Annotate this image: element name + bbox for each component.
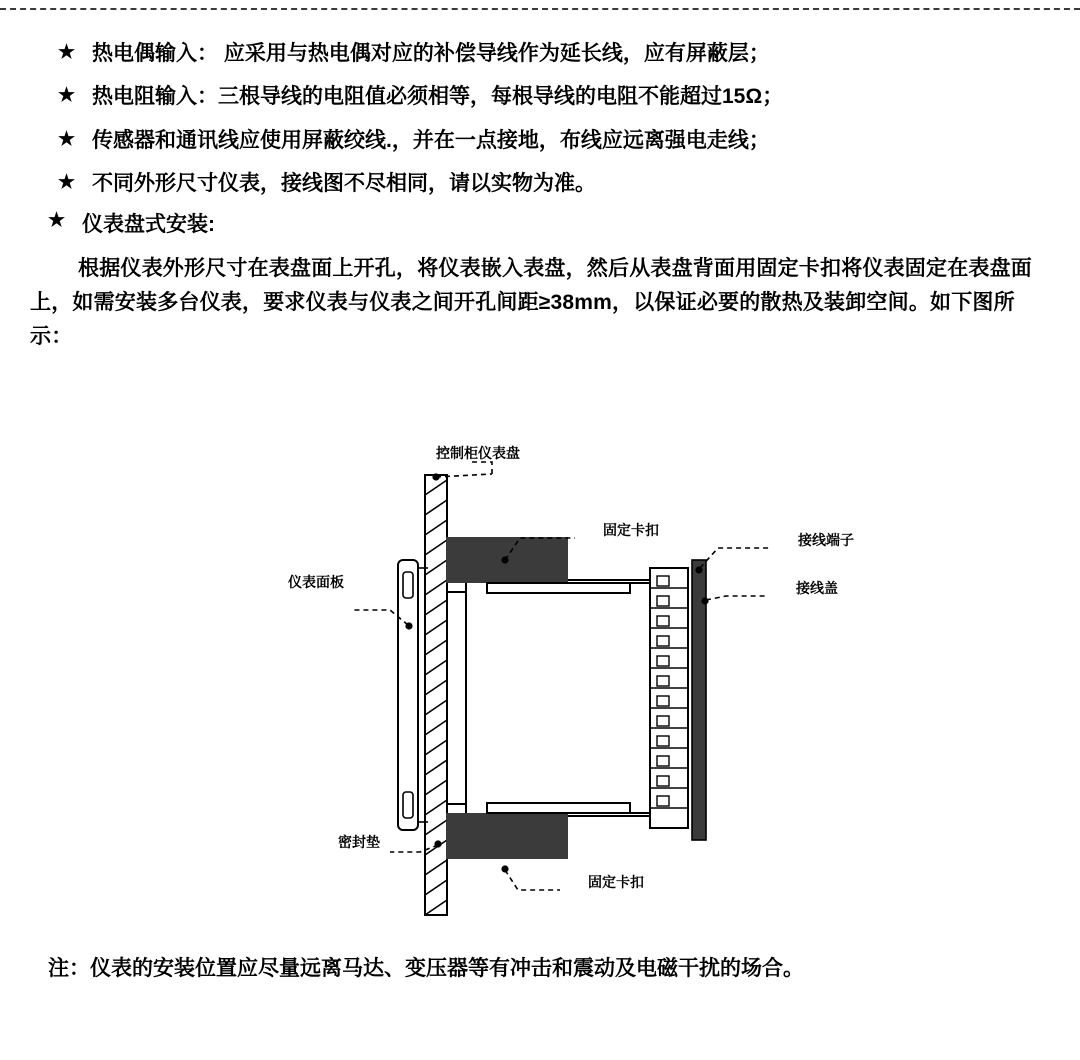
list-item-text: 传感器和通讯线应使用屏蔽绞线.，并在一点接地，布线应远离强电走线； xyxy=(92,128,770,152)
list-item xyxy=(58,83,1048,110)
list-item-text: 不同外形尺寸仪表，接线图不尽相同，请以实物为准。 xyxy=(92,171,596,195)
label-clip-bottom: 固定卡扣 xyxy=(588,874,644,890)
diagram-svg xyxy=(0,420,1080,940)
label-clip-top: 固定卡扣 xyxy=(603,522,659,538)
star-icon: ★ xyxy=(58,85,76,107)
list-item xyxy=(58,40,1048,67)
installation-diagram xyxy=(0,420,1080,940)
label-cabinet-panel: 控制柜仪表盘 xyxy=(436,445,520,461)
list-item xyxy=(58,127,1048,154)
star-icon: ★ xyxy=(48,210,66,231)
star-icon: ★ xyxy=(58,42,76,63)
mounting-clip-bottom xyxy=(447,814,567,858)
list-item-text: 热电阻输入：三根导线的电阻值必须相等，每根导线的电阻不能超过15Ω； xyxy=(92,85,784,109)
label-terminal-cover: 接线盖 xyxy=(796,580,838,596)
bullet-list xyxy=(58,40,1048,213)
label-terminal-block: 接线端子 xyxy=(798,532,854,548)
list-item-text: 热电偶输入： 应采用与热电偶对应的补偿导线作为延长线，应有屏蔽层； xyxy=(92,42,770,65)
section-heading xyxy=(48,208,215,238)
body-paragraph: 根据仪表外形尺寸在表盘面上开孔，将仪表嵌入表盘，然后从表盘背面用固定卡扣将仪表固定在表盘面上，如需安装多台仪表，要求仪表与仪表之间开孔间距≥38mm，以保证必要的散热及装卸空间。如下图所示： xyxy=(30,257,1032,349)
label-meter-face: 仪表面板 xyxy=(288,574,344,590)
star-icon: ★ xyxy=(58,171,76,193)
section-heading-text: 仪表盘式安装: xyxy=(82,213,215,236)
top-dashed-rule xyxy=(0,8,1080,10)
list-item xyxy=(58,170,1048,197)
meter-front-bezel xyxy=(398,560,418,830)
star-icon: ★ xyxy=(58,128,76,150)
footer-note: 注：仪表的安装位置应尽量远离马达、变压器等有冲击和震动及电磁干扰的场合。 xyxy=(48,957,804,980)
label-gasket: 密封垫 xyxy=(338,834,380,850)
